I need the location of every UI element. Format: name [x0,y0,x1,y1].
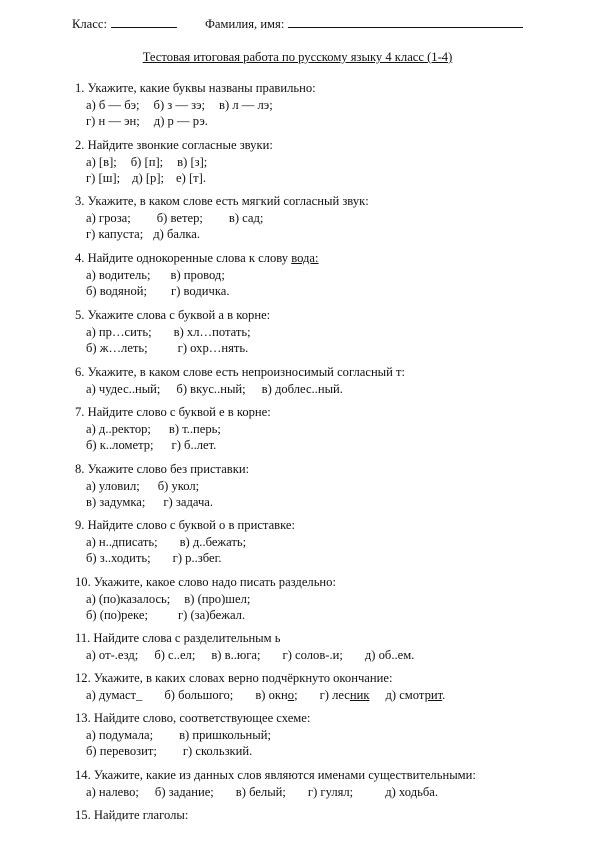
answer-options-row [75,226,369,243]
question-6 [75,364,405,397]
keyword-underlined: вода: [291,251,319,265]
answer-option[interactable]: б) ветер; [156,210,203,225]
answer-options-row [75,154,273,171]
answer-option[interactable]: б) ж…леть; [86,341,148,355]
question-title [75,250,319,267]
answer-options-row [75,647,414,664]
answer-option[interactable]: в) [з]; [177,154,208,169]
answer-options-row [75,591,336,608]
answer-options-row [75,437,271,454]
answer-option[interactable]: б) (по)реке; [86,608,148,622]
answer-option[interactable]: б) з..ходить; [86,551,151,565]
answer-option[interactable]: б) большого; [164,687,234,702]
answer-option[interactable]: б) с..ел; [154,647,196,662]
answer-option[interactable]: г) скользкий. [182,744,253,758]
name-blank-field[interactable] [288,16,523,28]
answer-options-row [75,550,295,567]
answer-option[interactable]: г) н — эн; [86,114,140,128]
answer-option[interactable]: д) балка. [153,227,201,241]
question-13 [75,710,310,760]
answer-option[interactable]: г) водичка. [171,284,230,298]
page-title: Тестовая итоговая работа по русскому языку 4 класс (1-4) [142,50,453,64]
question-title: 1. Укажите, какие буквы названы правильно: [75,81,316,95]
answer-option[interactable]: а) д..ректор; [86,421,151,436]
answer-options-row [75,97,316,114]
answer-options-row [75,170,273,187]
answer-option[interactable]: б) водяной; [86,284,148,298]
answer-option[interactable]: в) хл…потать; [173,324,251,339]
question-2 [75,137,273,187]
question-1 [75,80,316,130]
answer-option[interactable]: г) солов-.и; [282,647,343,662]
class-blank-field[interactable] [111,16,177,28]
answer-options-row [75,210,369,227]
answer-option[interactable]: в) провод; [170,267,225,282]
answer-option[interactable]: а) думаст_ [86,687,143,702]
answer-option[interactable]: а) н..дписать; [86,534,158,549]
answer-option[interactable]: г) гулял; [307,784,354,799]
answer-option[interactable]: г) лесник [319,687,370,702]
answer-option[interactable]: а) чудес..ный; [86,381,161,396]
answer-option[interactable]: а) от-.езд; [86,647,139,662]
answer-option[interactable]: в) в..юга; [211,647,261,662]
answer-option[interactable]: б) вкус..ный; [176,381,246,396]
answer-option[interactable]: в) сад; [228,210,264,225]
answer-option[interactable]: е) [т]. [176,171,207,185]
answer-options-row [75,494,249,511]
question-title: 15. Найдите глаголы: [75,808,189,822]
class-label: Класс: [72,17,107,31]
answer-option[interactable]: а) гроза; [86,210,131,225]
answer-option[interactable]: г) задача. [163,495,214,509]
answer-option[interactable]: д) р — рэ. [153,114,208,128]
answer-options-row [75,324,270,341]
answer-option[interactable]: в) задумка; [86,495,146,509]
answer-options-row [75,784,476,801]
question-10 [75,574,336,624]
question-9 [75,517,295,567]
answer-option[interactable]: а) водитель; [86,267,151,282]
answer-options-row [75,381,405,398]
answer-option[interactable]: в) л — лэ; [219,97,273,112]
question-8 [75,461,249,511]
answer-options-row [75,607,336,624]
answer-option[interactable]: б) задание; [154,784,214,799]
question-7 [75,404,271,454]
answer-option[interactable]: г) (за)бежал. [177,608,246,622]
answer-options-row [75,113,316,130]
question-3 [75,193,369,243]
question-title: 12. Укажите, в каких словах верно подчёркнуто окончание: [75,671,393,685]
answer-option[interactable]: а) налево; [86,784,139,799]
answer-option[interactable]: а) [в]; [86,154,117,169]
answer-option[interactable]: в) доблес..ный. [261,381,343,396]
answer-option[interactable]: д) ходьба. [385,784,438,799]
question-title: 2. Найдите звонкие согласные звуки: [75,138,273,152]
answer-option[interactable]: в) т..перь; [168,421,221,436]
question-title: 3. Укажите, в каком слове есть мягкий согласный звук: [75,194,369,208]
answer-options-row [75,727,310,744]
answer-options-row [75,743,310,760]
answer-option[interactable]: г) р..збег. [172,551,222,565]
answer-option[interactable]: б) к..лометр; [86,438,154,452]
answer-options-row [75,478,249,495]
answer-option[interactable]: б) з — зэ; [153,97,206,112]
question-title: 7. Найдите слово с буквой е в корне: [75,405,271,419]
answer-option[interactable]: а) б — бэ; [86,97,140,112]
answer-options-row [75,687,445,704]
question-12 [75,670,445,703]
answer-option[interactable]: б) [п]; [130,154,164,169]
question-4 [75,250,319,300]
answer-options-row [75,534,295,551]
question-title: 14. Укажите, какие из данных слов являются именами существительными: [75,768,476,782]
question-15 [75,807,188,824]
answer-option[interactable]: а) (по)казалось; [86,591,171,606]
answer-option[interactable]: в) (про)шел; [184,591,251,606]
answer-option[interactable]: а) уловил; [86,478,140,493]
question-title: 11. Найдите слова с разделительным ь [75,631,281,645]
question-title: 8. Укажите слово без приставки: [75,462,250,476]
answer-option[interactable]: г) б..лет. [171,438,217,452]
answer-option[interactable]: г) охр…нять. [177,341,249,355]
answer-option[interactable]: д) об..ем. [364,647,415,662]
question-title: 10. Укажите, какое слово надо писать раздельно: [75,575,336,589]
question-title: 13. Найдите слово, соответствующее схеме: [75,711,311,725]
answer-option[interactable]: в) пришкольный; [179,727,271,742]
question-title: 5. Укажите слова с буквой а в корне: [75,308,271,322]
question-11 [75,630,414,663]
answer-options-row [75,283,319,300]
answer-option[interactable]: в) окно; [255,687,298,702]
answer-option[interactable]: а) подумала; [86,727,154,742]
answer-option[interactable]: в) белый; [235,784,286,799]
answer-option[interactable]: б) укол; [157,478,200,493]
answer-option[interactable]: в) д..бежать; [179,534,247,549]
answer-option[interactable]: б) перевозит; [86,744,157,758]
answer-options-row [75,340,270,357]
question-5 [75,307,270,357]
answer-options-row [75,267,319,284]
answer-option[interactable]: а) пр…сить; [86,324,152,339]
answer-option[interactable]: д) смотрит. [385,687,446,702]
answer-option[interactable]: д) [р]; [132,171,165,185]
question-title: 6. Укажите, в каком слове есть непроизносимый согласный т: [75,365,406,379]
answer-option[interactable]: г) [ш]; [86,171,121,185]
name-label: Фамилия, имя: [204,17,285,31]
question-14 [75,767,476,800]
question-title-text: 4. Найдите однокоренные слова к слову [75,251,292,265]
student-info-header [72,16,542,32]
question-title: 9. Найдите слово с буквой о в приставке: [75,518,296,532]
answer-option[interactable]: г) капуста; [86,227,144,241]
answer-options-row [75,421,271,438]
